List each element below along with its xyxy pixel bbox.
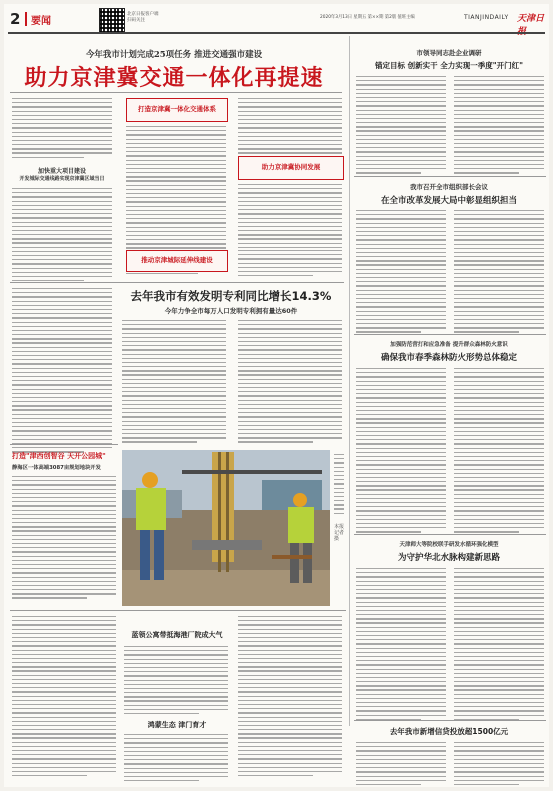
patent-rule (10, 282, 344, 283)
leftmid-rule (10, 444, 118, 445)
right-kicker-2: 我市召开全市组织部长会议 (410, 183, 488, 191)
construction-photo (122, 450, 330, 606)
bottom-headline-3: 去年我市新增信贷投放超1500亿元 (389, 727, 509, 736)
lead-callout-2 (238, 156, 344, 180)
callout-3-text: 推动京津城际延伸线建设 (141, 256, 213, 264)
right-kicker-1: 市领导同志赴企业调研 (416, 49, 482, 57)
lead-text-col3c (238, 250, 342, 279)
lead-headline: 助力京津冀交通一体化再提速 (24, 66, 324, 91)
lead-text-col3 (238, 98, 342, 157)
leftmid-text (12, 476, 116, 602)
bottom-headline-1: 蓝领公寓带抵海港厂院成大气 (131, 631, 223, 639)
bottom-text-right-a (356, 742, 446, 788)
right-headline-2: 在全市改革发展大局中彰显组织担当 (380, 196, 517, 206)
right-headline-3: 确保我市春季森林防火形势总体稳定 (380, 353, 517, 363)
construction-photo-art (122, 450, 330, 606)
patent-headline: 去年我市有效发明专利同比增长14.3% (130, 289, 332, 303)
photo-caption-lines (334, 454, 344, 517)
paper-name-cn: 天津日 (517, 14, 545, 24)
masthead-rule (8, 32, 545, 34)
section-divider (25, 12, 27, 26)
right-kicker-4: 天津师大等院校联手研发水循环强化模型 (399, 542, 499, 548)
right-headline-4: 为守护华北水脉构建新思路 (397, 553, 500, 563)
lead-callout-1 (126, 98, 228, 122)
right-text-1a (356, 76, 446, 177)
right-text-4b (454, 568, 544, 723)
callout-2-text: 助力京津冀协同发展 (261, 163, 321, 171)
col-divider-main (349, 36, 350, 726)
bottom-text-right-b (454, 742, 544, 788)
section-label: 要闻 (31, 16, 51, 27)
patent-text-col3 (238, 320, 342, 446)
lead-text-col1 (12, 98, 112, 161)
lead-kicker: 今年我市计划完成25项任务 推进交通强市建设 (85, 50, 263, 60)
lead-rule (10, 92, 342, 93)
patent-text-col2 (122, 320, 226, 446)
bottom-text-col2b (124, 734, 228, 784)
page-number: 2 (10, 10, 21, 28)
right-kicker-3: 加强防范营打和应急准备 提升群众森林防火意识 (390, 342, 508, 348)
lead-text-col3b (238, 184, 342, 251)
bottom-rule (10, 610, 346, 611)
right-text-2b (454, 210, 544, 336)
patent-text-col1 (12, 288, 112, 456)
right-rule-2 (354, 176, 546, 177)
date-info: 2020年3月13日 星期五 第××期 第2版 值班主编 (320, 15, 415, 20)
bottom-text-col3 (238, 616, 342, 779)
leftmid-headline: 打造"津西创智谷 天开公园城" (12, 452, 106, 460)
right-headline-1: 锚定目标 创新实干 全力实现一季度"开门红" (374, 61, 524, 70)
lead-callout-3 (126, 250, 228, 272)
photo-caption: 本报记者 摄 (334, 524, 345, 542)
right-rule-4 (354, 534, 546, 535)
bottom-text-col2 (124, 646, 228, 717)
right-text-3a (356, 368, 446, 536)
right-rule-3 (354, 334, 546, 335)
lead-text-col1b (12, 188, 112, 284)
callout-1-text: 打造京津冀一体化交通体系 (138, 105, 216, 113)
patent-subhead: 今年力争全市每万人口发明专利拥有量达60件 (164, 307, 298, 315)
bottom-text-col1 (12, 616, 116, 779)
right-text-2a (356, 210, 446, 336)
bottom-headline-2: 鸿蒙生态 津门育才 (147, 721, 207, 729)
leftmid-subhead: 静海区一体高端3087亩规划地块开发 (12, 465, 101, 471)
right-text-3b (454, 368, 544, 536)
right-text-4a (356, 568, 446, 723)
paper-name-en: TIANJINDAILY (464, 14, 509, 21)
bottom-right-rule (354, 720, 546, 721)
qr-caption: 北京日报客户端 扫码关注 (127, 12, 159, 23)
qr-code (99, 8, 125, 34)
lead-subhead-2: 开发城际交通线路实现京津冀区域当日 (19, 176, 105, 182)
lead-subhead-1: 加快重大项目建设 (37, 168, 86, 175)
right-text-1b (454, 76, 544, 177)
newspaper-page (4, 4, 549, 787)
